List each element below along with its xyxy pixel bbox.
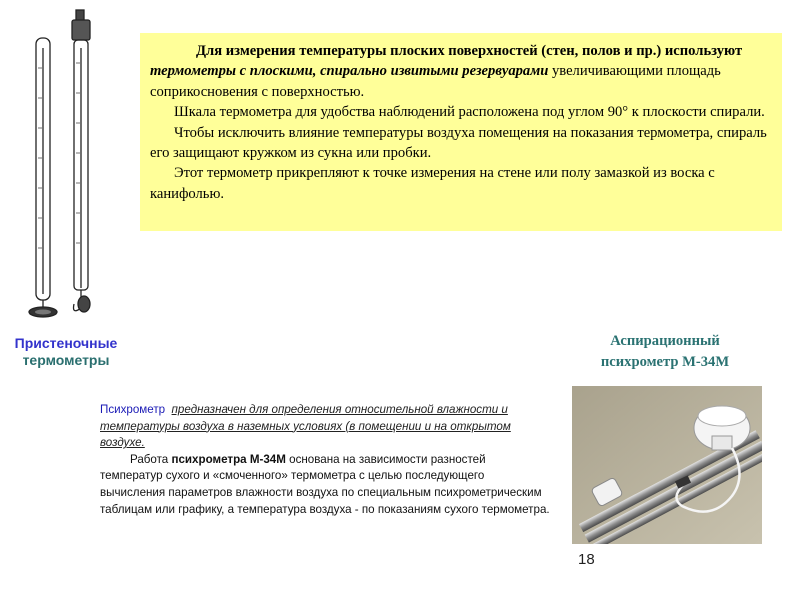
psychrometer-caption: Аспирационный психрометр М-34М (600, 333, 730, 370)
wall-thermometers-caption: Пристеночные термометры (14, 335, 118, 368)
intro-paragraph-4: Этот термометр прикрепляют к точке измерения на стене или полу замазкой из воска с канифолью. (150, 165, 715, 202)
psychrometer-term: Психрометр (100, 403, 166, 416)
psychrometer-description (100, 402, 550, 518)
psychrometer-work: Работа психрометра М-34М основана на зависимости разностей температур сухого и «смоченного» термометра с целью последующего вычисления параметров влажности воздуха по специальным психрометрическим таблицам или графику, а температура воздуха - по показаниям сухого термометра. (100, 452, 550, 516)
psychrometer-definition: Психрометр предназначен для определения относительной влажности и температуры воздуха в наземных условиях (в помещении и на открытом воздухе. (100, 403, 511, 450)
psychrometer-photo (572, 386, 762, 544)
wall-thermometers-illustration (18, 8, 118, 328)
page-number: 18 (578, 551, 595, 568)
intro-paragraph-2: Шкала термометра для удобства наблюдений расположена под углом 90° к плоскости спирали. (174, 104, 765, 121)
intro-paragraph-3: Чтобы исключить влияние температуры воздуха помещения на показания термометра, спираль его защищают кружком из сукна или пробки. (150, 124, 767, 162)
intro-emphasis: термометры с плоскими, спирально извитыми резервуарами (150, 63, 549, 80)
surface-thermometer-description (140, 33, 782, 231)
intro-paragraph-1: Для измерения температуры плоских поверхностей (стен, полов и пр.) используют термометры с плоскими, спирально извитыми резервуарами увеличивающими площадь соприкосновения с поверхностью. (150, 43, 743, 100)
